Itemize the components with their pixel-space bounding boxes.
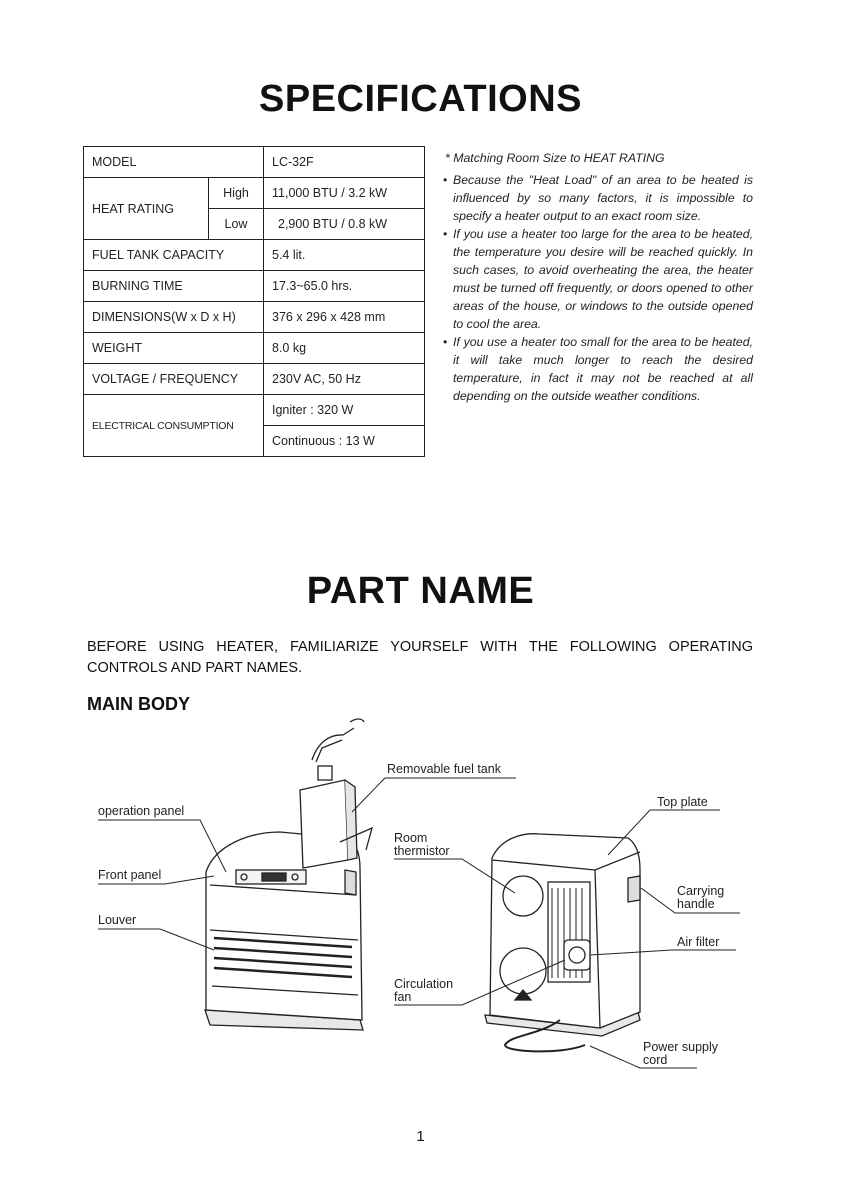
label-carrying-handle: Carrying handle — [677, 884, 725, 911]
label-front-panel: Front panel — [98, 868, 162, 882]
note-item: • If you use a heater too large for the area to be heated, the temperature you desire will be reached quickly. In such cases, to avoid overheating the area, the heater must be turned off frequently, or doors opened to other areas of the house, or windows to the outside opened to cool the area. — [437, 225, 753, 333]
label-circulation-fan: Circulation fan — [394, 977, 454, 1004]
part-name-title: PART NAME — [306, 570, 535, 612]
label-louver: Louver — [98, 913, 137, 927]
voltage-value: 230V AC, 50 Hz — [264, 364, 425, 395]
continuous-value: Continuous : 13 W — [264, 426, 425, 457]
label-operation-panel: operation panel — [98, 804, 185, 818]
main-body-heading: MAIN BODY — [87, 694, 190, 714]
heat-rating-label: HEAT RATING — [84, 178, 209, 240]
fuel-tank-label: FUEL TANK CAPACITY — [84, 240, 264, 271]
heat-low-label: Low — [209, 209, 264, 240]
igniter-value: Igniter : 320 W — [264, 395, 425, 426]
weight-value: 8.0 kg — [264, 333, 425, 364]
fuel-tank-value: 5.4 lit. — [264, 240, 425, 271]
weight-label: WEIGHT — [84, 333, 264, 364]
model-value: LC-32F — [264, 147, 425, 178]
label-room-thermistor: Room thermistor — [394, 831, 450, 858]
burning-time-value: 17.3~65.0 hrs. — [264, 271, 425, 302]
page-number: 1 — [416, 1128, 425, 1145]
leader-lines — [98, 778, 740, 1068]
specifications-title: SPECIFICATIONS — [259, 78, 582, 120]
electrical-label: ELECTRICAL CONSUMPTION — [84, 395, 264, 457]
part-name-intro: BEFORE USING HEATER, FAMILIARIZE YOURSELF WITH THE FOLLOWING OPERATING CONTROLS AND PART NAMES. — [87, 639, 753, 676]
note-item: • If you use a heater too small for the area to be heated, it will take much longer to reach the desired temperature, in fact it may not be reached at all depending on the outside weather conditions. — [437, 333, 753, 405]
dimensions-label: DIMENSIONS(W x D x H) — [84, 302, 264, 333]
label-top-plate: Top plate — [657, 795, 708, 809]
dimensions-value: 376 x 296 x 428 mm — [264, 302, 425, 333]
label-fuel-tank: Removable fuel tank — [387, 762, 501, 776]
burning-time-label: BURNING TIME — [84, 271, 264, 302]
display-window — [262, 873, 286, 881]
voltage-label: VOLTAGE / FREQUENCY — [84, 364, 264, 395]
label-air-filter: Air filter — [677, 935, 720, 949]
heat-high-label: High — [209, 178, 264, 209]
note-item: • Because the "Heat Load" of an area to be heated is influenced by so many factors, it is impossible to specify a heater output to an exact room size. — [437, 171, 753, 225]
model-label: MODEL — [84, 147, 264, 178]
rear-heater-drawing — [485, 834, 640, 1052]
notes-heading: * Matching Room Size to HEAT RATING — [445, 151, 665, 165]
label-power-cord: Power supply cord — [643, 1040, 719, 1067]
fuel-tank-drawing — [300, 719, 372, 868]
heat-low-value: 2,900 BTU / 0.8 kW — [264, 209, 425, 240]
heat-high-value: 11,000 BTU / 3.2 kW — [264, 178, 425, 209]
